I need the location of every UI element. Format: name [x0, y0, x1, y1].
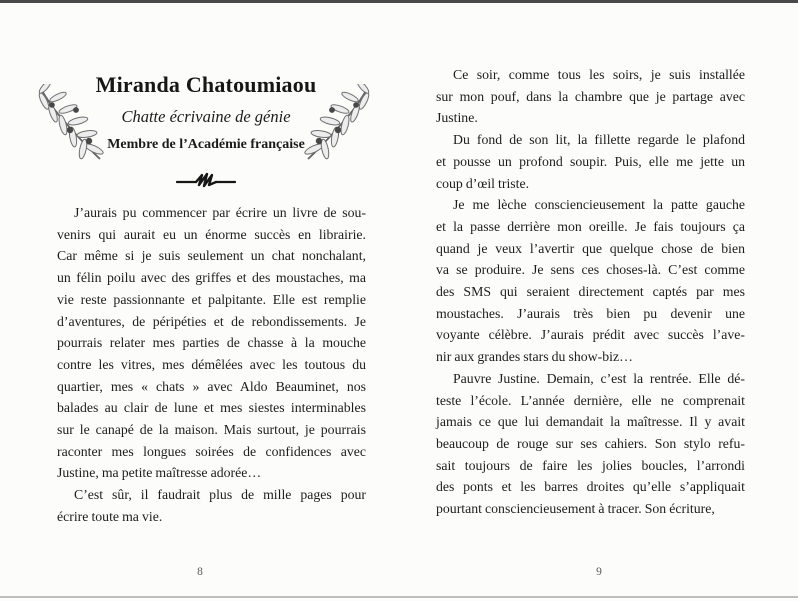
page-number-left: 8 — [197, 566, 203, 578]
text-line: quartier, mes « chats » avec Aldo Beauminet, nos — [57, 378, 366, 394]
text-line: sur mon pouf, dans la chambre que je partage avec — [436, 88, 745, 104]
text-line: moustaches. J’aurais très bien pu devenir une — [436, 305, 745, 321]
text-line: va se produire. Je sens ces choses-là. C’est comme — [436, 262, 745, 278]
text-line: quand je veux l’avertir que quelque chose de bien — [436, 240, 745, 256]
text-line: venirs qui aurait eu un énorme succès en librairie. — [57, 226, 366, 242]
author-affiliation: Membre de l’Académie française — [107, 137, 305, 152]
text-line: Pauvre Justine. Demain, c’est la rentrée. Elle dé- — [453, 370, 745, 386]
text-line: sur le canapé de la maison. Mais surtout, je pourrais — [57, 422, 366, 438]
text-line: balades au clair de lune et mes siestes interminables — [57, 400, 366, 416]
text-line: beaucoup de rouge sur ses cahiers. Son stylo refu- — [436, 435, 745, 451]
text-line: contre les vitres, mes démêlées avec les toutous du — [57, 356, 366, 372]
text-line: écrire toute ma vie. — [57, 508, 163, 524]
text-line: Car même si je suis seulement un chat nonchalant, — [57, 248, 366, 264]
text-line: des SMS qui seraient directement captés par mes — [436, 284, 745, 300]
text-line: Du fond de son lit, la fillette regarde le plafond — [453, 132, 745, 148]
text-line: et la passe derrière mon oreille. Je fais toujours ça — [436, 218, 745, 234]
text-line: Ce soir, comme tous les soirs, je suis installée — [453, 67, 745, 82]
text-line: pourrais relater mes parties de chasse à la mouche — [57, 335, 366, 351]
text-line: un félin poilu avec des griffes et des moustaches, ma — [57, 270, 366, 286]
text-line: coup d’œil triste. — [436, 175, 530, 191]
bottom-edge-line — [0, 596, 798, 598]
text-line: raconter mes longues soirées de confidences avec — [57, 443, 366, 459]
text-line: Je me lèche consciencieusement la patte gauche — [453, 197, 745, 213]
text-line: des ponts et les barres droites qu’elle s’appliquait — [436, 479, 745, 495]
text-line: sait toujours de faire les jolies boucles, l’arrondi — [436, 457, 745, 473]
page-right-text — [436, 64, 745, 520]
text-line: d’aventures, de péripéties et de rebondissements. Je — [57, 313, 366, 329]
text-line: vie reste passionnante et palpitante. Elle est remplie — [57, 291, 366, 307]
author-title: Miranda Chatoumiaou — [95, 72, 317, 97]
text-line: voyante célèbre. J’aurais prédit avec succès l’ave- — [436, 327, 745, 343]
text-line: et pousse un profond soupir. Puis, elle me jette un — [436, 153, 745, 169]
text-line: C’est sûr, il faudrait plus de mille pages pour — [74, 487, 366, 503]
text-line: Justine, ma petite maîtresse adorée… — [57, 465, 262, 481]
text-line: teste l’école. L’année dernière, elle ne comprenait — [436, 392, 745, 408]
text-line: pourtant consciencieusement à tracer. Son écriture, — [436, 501, 715, 517]
text-line: J’aurais pu commencer par écrire un livre de sou- — [74, 205, 366, 220]
text-line: Justine. — [436, 110, 478, 126]
author-subtitle: Chatte écrivaine de génie — [121, 107, 291, 126]
text-line: nir aux grandes stars du show-biz… — [436, 349, 633, 365]
text-line: jamais ce que lui demandait la maîtresse. Il y avait — [436, 414, 745, 430]
page-number-right: 9 — [596, 566, 602, 578]
